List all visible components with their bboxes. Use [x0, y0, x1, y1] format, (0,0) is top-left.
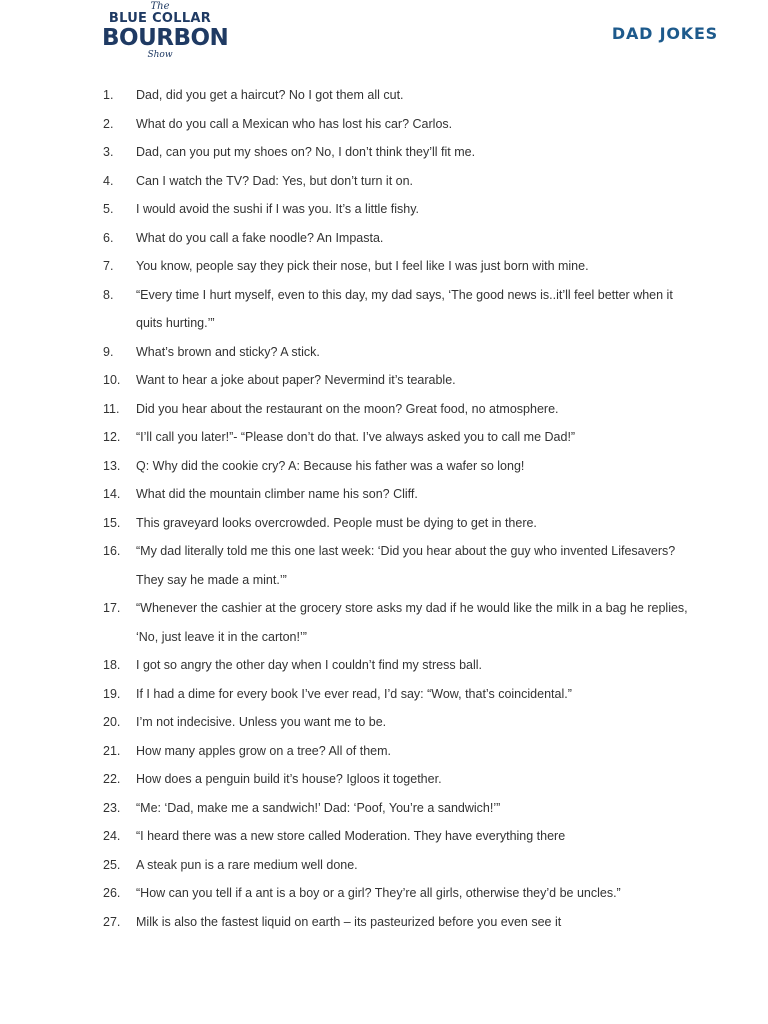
joke-number: 5.: [103, 202, 114, 216]
jokes-list: [0, 81, 768, 936]
joke-text: Q: Why did the cookie cry? A: Because his father was a wafer so long!: [136, 458, 525, 473]
list-item: [0, 794, 768, 823]
joke-number: 19.: [103, 686, 121, 701]
list-item: [0, 737, 768, 766]
list-item: [0, 765, 768, 794]
joke-text: “Every time I hurt myself, even to this day, my dad says, ‘The good news is..it’ll feel better when it quits hurting.’”: [136, 287, 673, 330]
joke-number: 24.: [103, 829, 121, 843]
joke-text: What’s brown and sticky? A stick.: [136, 344, 320, 359]
joke-number: 2.: [103, 116, 114, 131]
joke-number: 25.: [103, 857, 121, 872]
list-item: [0, 651, 768, 680]
list-item: [0, 138, 768, 167]
joke-text: I would avoid the sushi if I was you. It’s a little fishy.: [136, 202, 420, 216]
list-item: [0, 81, 768, 110]
joke-number: 6.: [103, 230, 114, 245]
list-item: [0, 480, 768, 509]
joke-text: What do you call a Mexican who has lost his car? Carlos.: [136, 116, 453, 131]
logo-bourbon: BOURBON: [102, 25, 229, 51]
joke-number: 22.: [103, 772, 121, 786]
joke-number: 13.: [103, 458, 121, 473]
logo-blue-collar: BLUE COLLAR: [108, 11, 212, 26]
joke-text: What do you call a fake noodle? An Impasta.: [136, 230, 384, 245]
joke-text: “My dad literally told me this one last week: ‘Did you hear about the guy who invented Lifesavers? They say he made a mint.’”: [136, 544, 676, 587]
joke-number: 1.: [103, 88, 114, 102]
list-item: [0, 195, 768, 224]
joke-text: How many apples grow on a tree? All of them.: [136, 743, 391, 758]
joke-text: I got so angry the other day when I couldn’t find my stress ball.: [136, 658, 483, 672]
blue-collar-bourbon-show-logo: [102, 1, 229, 70]
list-item: [0, 822, 768, 851]
list-item: [0, 708, 768, 737]
joke-number: 10.: [103, 373, 121, 387]
joke-number: 15.: [103, 515, 121, 530]
joke-text: Milk is also the fastest liquid on earth – its pasteurized before you even see it: [136, 914, 562, 929]
page-header: [0, 0, 768, 80]
joke-text: Can I watch the TV? Dad: Yes, but don’t turn it on.: [136, 173, 414, 188]
joke-number: 7.: [103, 259, 114, 273]
joke-text: You know, people say they pick their nose, but I feel like I was just born with mine.: [136, 259, 589, 273]
joke-text: Dad, did you get a haircut? No I got them all cut.: [136, 88, 404, 102]
list-item: [0, 851, 768, 880]
joke-number: 21.: [103, 743, 121, 758]
joke-number: 9.: [103, 344, 114, 359]
list-item: [0, 366, 768, 395]
joke-number: 23.: [103, 800, 121, 815]
joke-text: How does a penguin build it’s house? Igloos it together.: [136, 772, 442, 786]
list-item: [0, 908, 768, 937]
list-item: [0, 452, 768, 481]
page-title: DAD JOKES: [611, 24, 718, 43]
joke-text: A steak pun is a rare medium well done.: [136, 857, 358, 872]
list-item: [0, 110, 768, 139]
joke-number: 4.: [103, 173, 114, 188]
joke-number: 18.: [103, 658, 121, 672]
joke-text: “Whenever the cashier at the grocery store asks my dad if he would like the milk in a bag he replies, ‘No, just leave it in the carton!’”: [136, 601, 688, 644]
joke-text: This graveyard looks overcrowded. People must be dying to get in there.: [136, 515, 537, 530]
joke-text: “How can you tell if a ant is a boy or a girl? They’re all girls, otherwise they’d be uncles.”: [136, 886, 621, 900]
joke-text: “Me: ‘Dad, make me a sandwich!’ Dad: ‘Poof, You’re a sandwich!’”: [136, 800, 501, 815]
joke-number: 17.: [103, 601, 121, 615]
list-item: [0, 224, 768, 253]
list-item: [0, 594, 768, 651]
list-item: [0, 423, 768, 452]
joke-text: What did the mountain climber name his son? Cliff.: [136, 487, 418, 501]
joke-text: If I had a dime for every book I’ve ever read, I’d say: “Wow, that’s coincidental.”: [136, 686, 572, 701]
joke-number: 8.: [103, 287, 114, 302]
joke-number: 14.: [103, 487, 121, 501]
joke-text: “I’ll call you later!”- “Please don’t do that. I’ve always asked you to call me Dad!”: [136, 430, 576, 444]
joke-text: Want to hear a joke about paper? Nevermind it’s tearable.: [136, 373, 456, 387]
list-item: [0, 252, 768, 281]
joke-text: I’m not indecisive. Unless you want me to be.: [136, 715, 387, 729]
joke-number: 27.: [103, 914, 121, 929]
joke-number: 16.: [103, 544, 121, 558]
joke-number: 3.: [103, 145, 114, 159]
list-item: [0, 281, 768, 338]
joke-text: Did you hear about the restaurant on the moon? Great food, no atmosphere.: [136, 401, 559, 416]
list-item: [0, 509, 768, 538]
joke-text: Dad, can you put my shoes on? No, I don’t think they’ll fit me.: [136, 145, 476, 159]
list-item: [0, 167, 768, 196]
joke-number: 11.: [103, 401, 120, 416]
joke-number: 12.: [103, 430, 121, 444]
list-item: [0, 395, 768, 424]
logo-the: The: [150, 1, 170, 12]
joke-number: 20.: [103, 715, 121, 729]
list-item: [0, 680, 768, 709]
logo-show: Show: [147, 50, 173, 60]
list-item: [0, 879, 768, 908]
list-item: [0, 338, 768, 367]
list-item: [0, 537, 768, 594]
joke-text: “I heard there was a new store called Moderation. They have everything there: [136, 829, 566, 843]
joke-number: 26.: [103, 886, 121, 900]
